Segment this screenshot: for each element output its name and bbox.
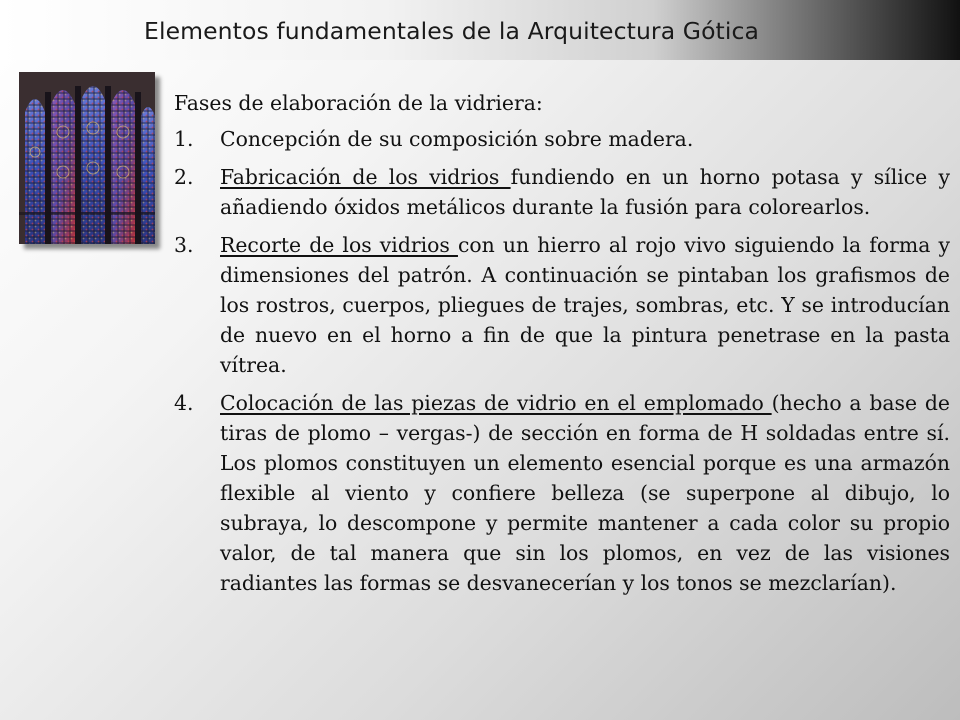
step-text: con un hierro al rojo vivo siguiendo la forma y dimensiones del patrón. A continuación se pintaban los grafismos de los rostros, cuerpos, pliegues de trajes, sombras, etc. Y se introducían de nuevo en el horno a fin de que la pintura penetrase en la pasta vítrea. [220, 233, 950, 377]
list-item [174, 124, 950, 154]
slide-title: Elementos fundamentales de la Arquitectura Gótica [144, 17, 760, 45]
list-number: 3. [174, 233, 194, 257]
list-number: 1. [174, 127, 194, 151]
step-text: (hecho a base de tiras de plomo – vergas-) de sección en forma de H soldadas entre sí. Los plomos constituyen un elemento esencial porque es una armazón flexible al viento y confiere belleza (se superpone al dibujo, lo subraya, lo descompone y permite mantener a cada color su propio valor, de tal manera que sin los plomos, en vez de las visiones radiantes las formas se desvanecerían y los tonos se mezclarían). [220, 391, 951, 595]
phases-list [174, 124, 950, 598]
stained-glass-window-image [19, 72, 155, 244]
list-item [174, 388, 950, 598]
step-underlined-text: Colocación de las piezas de vidrio en el emplomado [220, 391, 772, 415]
step-underlined-text: Recorte de los vidrios [220, 233, 458, 257]
intro-text: Fases de elaboración de la vidriera: [174, 91, 543, 115]
step-text: Concepción de su composición sobre madera. [220, 127, 694, 151]
step-underlined-text: Fabricación de los vidrios [220, 165, 511, 189]
list-number: 4. [174, 391, 194, 415]
list-item [174, 162, 950, 222]
list-number: 2. [174, 165, 194, 189]
main-content [174, 88, 950, 606]
title-bar [0, 0, 960, 60]
stained-glass-photo [19, 72, 155, 244]
list-item [174, 230, 950, 380]
step-text: fundiendo en un horno potasa y sílice y añadiendo óxidos metálicos durante la fusión para colorearlos. [220, 165, 950, 219]
